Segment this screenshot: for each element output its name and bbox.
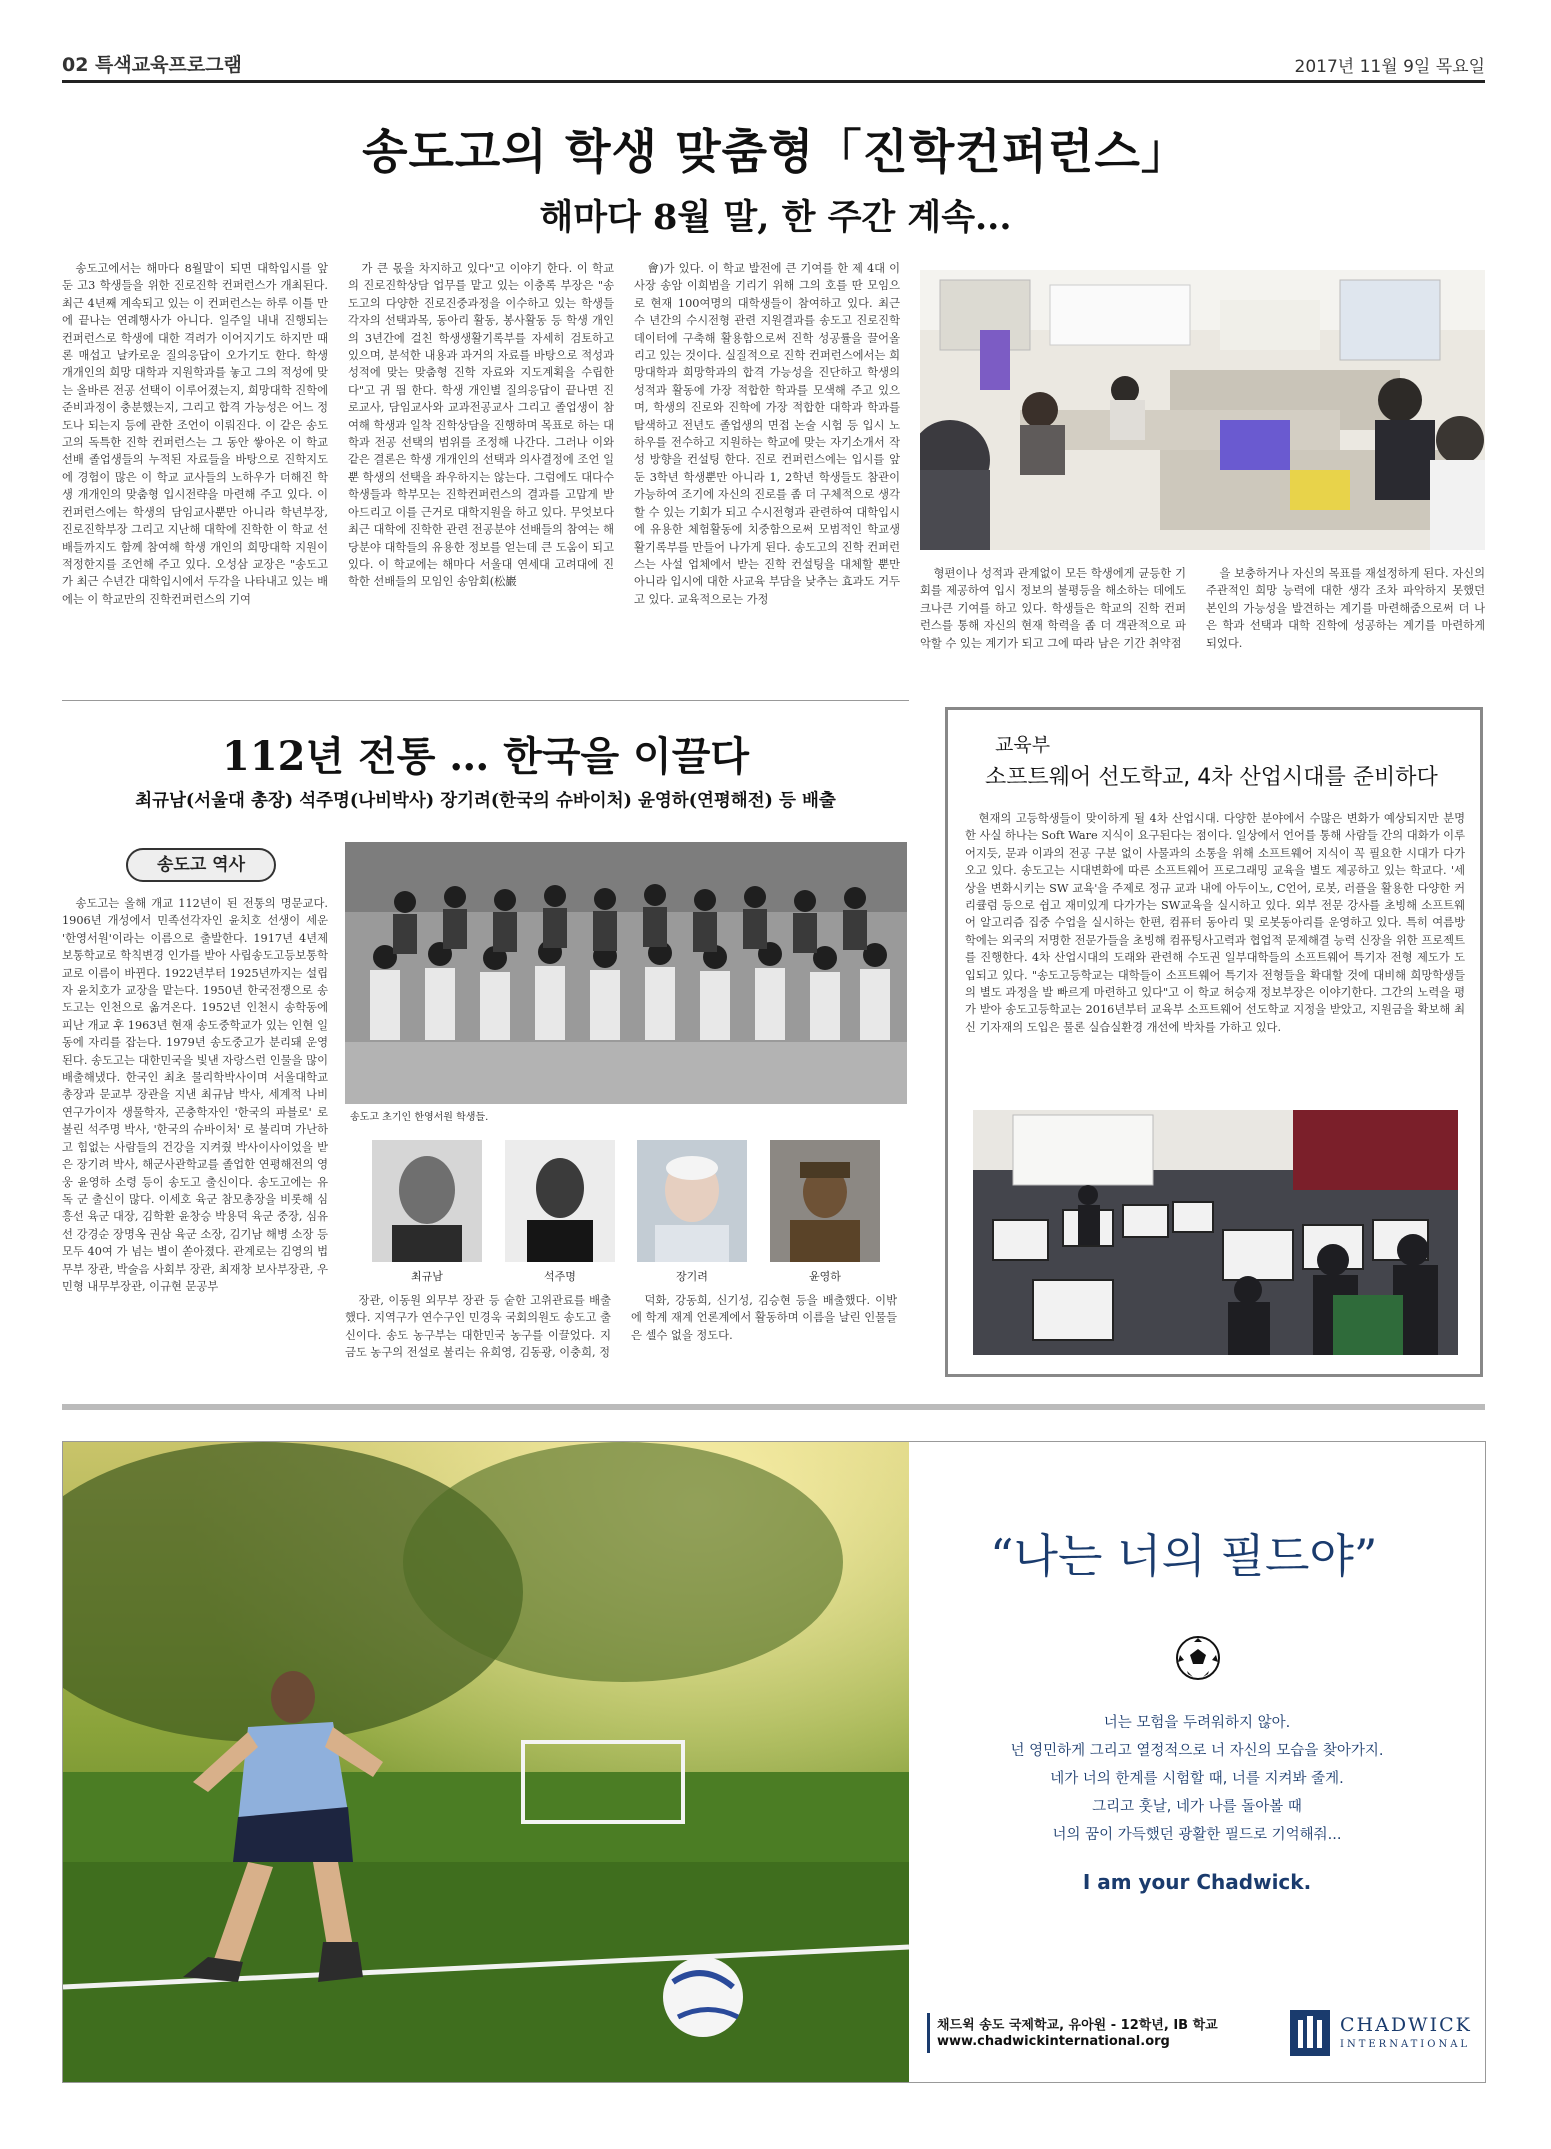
article2-column-3: 덕화, 강동희, 신기성, 김승현 등을 배출했다. 이밖에 학계 재계 언론계에서 활동하며 이름을 날린 인물들은 셀수 없을 정도다. xyxy=(631,1294,897,1342)
section-divider xyxy=(62,700,909,701)
ad-soccer-photo xyxy=(63,1442,909,2083)
ad-line-1: 너는 모험을 두려워하지 않아. xyxy=(1103,1715,1291,1731)
portrait-3-illustration xyxy=(637,1140,747,1262)
portrait-1-illustration xyxy=(372,1140,482,1262)
article1-column-3: 會)가 있다. 이 학교 발전에 큰 기여를 한 제 4대 이사장 송암 이희범을 기리기 위해 그의 호를 딴 모임으로 현재 100여명의 대학생들이 참여하고 있다. 최근 수 년간의 수시전형 관련 지원결과를 송도고 진로진학 데이터에 구축해 활용함으로써 진학 성공률을 끌어올리고 있는 것이다. 실질적으로 진학 컨퍼런스에서는 희망대학과 희망학과의 합격 가능성을 진단하고 학생의 성적과 활동에 가장 적합한 학과를 모색해 주고 있으며, 학생의 진로와 진학에 가장 적합한 대학과 학과를 탐색하고 전년도 졸업생의 면접 논술 시험 등 입시 노하우를 전수하고 지원하는 학교에 맞는 자기소개서 작성 방향을 컨설팅 한다. 진로 컨퍼런스에는 입시를 앞둔 3학년 학생뿐만 아니라 1, 2학년 학생들도 참관이 가능하여 조기에 자신의 진로를 좀 더 구체적으로 생각할 수 있는 기회가 되고 수시전형과 관련하여 대학입시에 유용한 체험활동에 치중함으로써 모범적인 학교생활기록부를 만들어 나가게 된다. 송도고의 진학 컨퍼런스는 사설 업체에서 받는 진학 컨설팅을 대체할 뿐만 아니라 입시에 대한 사교육 부담을 낮추는 효과도 거두고 있다. 교육적으로는 가정 xyxy=(634,262,900,606)
header-rule xyxy=(62,80,1485,83)
ad-footer-url[interactable]: www.chadwickinternational.org xyxy=(937,2034,1170,2049)
soccer-ball-icon xyxy=(1175,1635,1221,1681)
article1-column-2: 가 큰 몫을 차지하고 있다"고 이야기 한다. 이 학교의 진로진학상담 업무를 맡고 있는 이충록 부장은 "송도고의 다양한 진로진중과정을 이수하고 있는 학생들 각자의 선택과목, 동아리 활동, 봉사활동 등 학생 개인의 3년간에 걸친 학생생활기록부를 자세히 검토하고 있으며, 분석한 내용과 과거의 자료를 바탕으로 적성과 성적에 맞는 맞춤형 진학 자료와 지도계획을 수립한다"고 귀 띔 한다. 학생 개인별 질의응답이 끝나면 진로교사, 담임교사와 교과전공교사 그리고 졸업생이 참여해 학생과 일착 진학상담을 진행하며 목표로 하는 대학과 전공 선택의 범위를 조정해 나간다. 그러나 이와 같은 결론은 학생 개개인의 선택과 의사결정에 조언 일뿐 학생의 선택을 좌우하지는 않는다. 그럼에도 대다수 학생들과 학부모는 진학컨퍼런스의 결과를 고맙게 받아드리고 이를 근거로 대학지원을 하고 있다. 무엇보다 최근 대학에 진학한 관련 전공분야 선배들의 참여는 해당분야 대학들의 유용한 정보를 얻는데 큰 도움이 되고 있다. 이 학교에는 해마다 서울대 연세대 고려대에 진학한 선배들의 모임인 송암회(松巖 xyxy=(348,262,614,589)
ad-footer-school: 채드윅 송도 국제학교, 유아원 - 12학년, IB 학교 xyxy=(937,2018,1218,2033)
soccer-field-illustration xyxy=(63,1442,909,2083)
portrait-choi-gyunam xyxy=(372,1140,482,1262)
soccer-ball-icon-svg xyxy=(1175,1635,1221,1681)
sidebar-title: 소프트웨어 선도학교, 4차 산업시대를 준비하다 xyxy=(985,765,1438,790)
article1-column-5: 을 보충하거나 자신의 목표를 재설정하게 된다. 자신의 주관적인 희망 능력에 대한 생각 조차 파악하지 못했던 본인의 가능성을 발견하는 계기를 마련해줌으로써 더 나은 학과 선택과 대학 진학에 성공하는 계기를 마련하게 되었다. xyxy=(1206,567,1485,650)
ad-line-4: 그리고 훗날, 네가 나를 돌아볼 때 xyxy=(1092,1799,1302,1815)
portrait-caption-3: 장기려 xyxy=(676,1270,708,1283)
ad-line-5: 너의 꿈이 가득했던 광활한 필드로 기억해줘... xyxy=(1052,1827,1342,1843)
portrait-caption-2: 석주명 xyxy=(544,1270,576,1283)
historical-group-photo xyxy=(345,842,907,1104)
article2-column-1: 송도고는 올해 개교 112년이 된 전통의 명문교다. 1906년 개성에서 민족선각자인 윤치호 선생이 세운 '한영서원'이라는 이름으로 출발한다. 1917년 4년제 보통학교로 학칙변경 인가를 받아 사립송도고등보통학교로 이름이 바뀐다. 1922년부터 1925년까지는 설립자 윤치호가 교장을 맡는다. 1950년 한국전쟁으로 송도고는 인천으로 옮겨온다. 1952년 인천시 송학동에 피난 개교 후 1963년 현재 송도중학교가 있는 인현 일동에 자리를 잡는다. 1979년 송도중고가 분리돼 운영된다. 송도고는 대한민국을 빛낸 자랑스런 인물을 많이 배출해냈다. 한국인 최초 물리학박사이며 서울대학교 총장과 문교부 장관을 지낸 최규남 박사, 세계적 나비연구가이자 생물학자, 곤충학자인 '한국의 파블로' 로 불린 석주명 박사, '한국의 슈바이처' 로 불리며 가난하고 힘없는 사람들의 건강을 지켜줬 박사이사이었을 받은 장기려 박사, 해군사관학교를 졸업한 연평해전의 영웅 윤영하 소령 등이 송도고 출신이다. 송도고에는 유독 군 출신이 많다. 이세호 육군 참모총장을 비롯해 심흥선 육군 대장, 김학환 윤창승 박용덕 육군 중장, 심유선 강경순 장명옥 권삼 육군 소장, 김기남 해병 소장 등 모두 40여 가 넘는 별이 쏟아졌다. 관계로는 김영의 법무부 장관, 박술음 사회부 장관, 최재창 보사부장관, 우민형 내무부장관, 이규현 문공부 xyxy=(62,897,328,1293)
issue-date: 2017년 11월 9일 목요일 xyxy=(1294,57,1485,77)
conference-photo xyxy=(920,270,1485,550)
chadwick-logo-name: CHADWICK xyxy=(1340,2014,1472,2036)
chadwick-logo-mark xyxy=(1290,2010,1330,2056)
section-divider-bottom xyxy=(62,1404,1485,1410)
conference-photo-illustration xyxy=(920,270,1485,550)
ad-line-3: 네가 너의 한계를 시험할 때, 너를 지켜봐 줄게. xyxy=(1050,1771,1344,1787)
portrait-yoon-youngha xyxy=(770,1140,880,1262)
portrait-2-illustration xyxy=(505,1140,615,1262)
chadwick-logo-sub: INTERNATIONAL xyxy=(1340,2039,1471,2050)
portrait-jang-giryeo xyxy=(637,1140,747,1262)
article1-subheadline: 해마다 8월 말, 한 주간 계속... xyxy=(539,197,1012,238)
ad-slogan: I am your Chadwick. xyxy=(1082,1870,1312,1894)
article2-subheadline: 최규남(서울대 총장) 석주명(나비박사) 장기려(한국의 슈바이처) 윤영하(연평해전) 등 배출 xyxy=(135,791,836,811)
ad-line-2: 넌 영민하게 그리고 열정적으로 너 자신의 모습을 찾아가지. xyxy=(1010,1743,1384,1759)
historical-photo-illustration xyxy=(345,842,907,1104)
portrait-caption-4: 윤영하 xyxy=(809,1270,841,1283)
computer-lab-photo xyxy=(973,1110,1458,1355)
computer-lab-illustration xyxy=(973,1110,1458,1355)
portrait-seok-jumyeong xyxy=(505,1140,615,1262)
article2-headline: 112년 전통 … 한국을 이끌다 xyxy=(222,733,749,780)
article1-column-1: 송도고에서는 해마다 8월말이 되면 대학입시를 앞둔 고3 학생들을 위한 진로진학 컨퍼런스가 개최된다. 최근 4년째 계속되고 있는 이 컨퍼런스는 하루 이틀 만에 끝나는 연례행사가 아니다. 일주일 내내 진행되는 컨퍼런스로 학생에 대한 격려가 이어지기도 하지만 때론 매섭고 날카로운 질의응답이 오가기도 한다. 학생 개개인의 희망 대학과 지원학과를 놓고 그의 적성에 맞는 올바른 전공 선택이 이루어졌는지, 희망대학 진학에 준비과정이 충분했는지, 그리고 합격 가능성은 어느 정도나 되는지 등에 관한 조언이 이뤄진다. 이 같은 송도고의 독특한 진학 컨퍼런스는 그 동안 쌓아온 이 학교 선배 졸업생들의 누적된 자료들을 바탕으로 진학지도에 경험이 많은 이 학교 교사들의 노하우가 더해진 학생 개개인의 맞춤형 입시전략을 마련해 주고 있다. 이 컨퍼런스에는 학생의 담임교사뿐만 아니라 학년부장, 진로진학부장 그리고 지난해 대학에 진학한 이 학교 선배들까지도 함께 참여해 학생 개인의 희망대학 지원이 적정한지를 조언해 주고 있다. 오성삼 교장은 "송도고가 최근 수년간 대학입시에서 두각을 나타내고 있는 배에는 이 학교만의 진학컨퍼런스의 기여 xyxy=(62,262,328,606)
ad-quote: “나는 너의 필드야” xyxy=(990,1529,1378,1583)
article2-column-2: 장관, 이동원 외무부 장관 등 숱한 고위관료를 배출했다. 지역구가 연수구인 민경욱 국회의원도 송도고 출신이다. 송도 농구부는 대한민국 농구를 이끌었다. 지금도 농구의 전설로 불리는 유희영, 김동광, 이충희, 정 xyxy=(345,1294,611,1360)
history-badge: 송도고 역사 xyxy=(126,848,276,882)
historical-photo-caption: 송도고 초기인 한영서원 학생들. xyxy=(350,1112,489,1123)
sidebar-kicker: 교육부 xyxy=(995,734,1051,756)
section-label: 02 특색교육프로그램 xyxy=(62,54,242,76)
sidebar-body: 현재의 고등학생들이 맞이하게 될 4차 산업시대. 다양한 분야에서 수많은 변화가 예상되지만 분명한 사실 하나는 Soft Ware 지식이 요구된다는 점이다. 일상에서 언어를 통해 사람들 간의 대화가 이루어지듯, 문과 이과의 전공 구분 없이 사물과의 소통을 위해 소프트웨어 지식이 꼭 필요한 시대가 다가오고 있다. 송도고는 시대변화에 따른 소프트웨어 프로그래밍 교육을 별도 제공하고 있는 학교다. '세상을 변화시키는 SW 교육'을 주제로 정규 교과 내에 아두이노, C언어, 로봇, 러플을 활용한 다양한 커리큘럼 등으로 쉽고 재미있게 다가가는 SW교육을 실시하고 있다. 외부 전문 강사를 초빙해 소프트웨어 알고리즘 집중 수업을 실시하는 한편, 컴퓨터 동아리 및 로봇동아리를 운영하고 있다. 특히 여름방학에는 외국의 저명한 전문가들을 초빙해 컴퓨팅사고력과 협업적 문제해결 능력 신장을 위한 프로젝트를 진행한다. 4차 산업시대의 도래와 관련해 수도권 일부대학들의 소프트웨어 특기자 전형 제도가 도입되고 있다. "송도고등학교는 대학들이 소프트웨어 특기자 전형들을 확대할 것에 대비해 희망학생들의 별도 과정을 발 빠르게 마련하고 있다"고 이 학교 허승재 정보부장은 이야기한다. 그간의 노력을 평가 받아 송도고등학교는 2016년부터 교육부 소프트웨어 선도학교 지정을 받았고, 지원금을 확보해 최신 기자재의 도입은 물론 실습실환경 개선에 박차를 가하고 있다. xyxy=(965,812,1465,1034)
ad-footer-accent xyxy=(927,2013,930,2053)
article1-headline: 송도고의 학생 맞춤형「진학컨퍼런스」 xyxy=(362,125,1189,180)
chadwick-logo-icon xyxy=(1290,2010,1330,2056)
portrait-caption-1: 최규남 xyxy=(411,1270,443,1283)
article1-column-4: 형편이나 성적과 관계없이 모든 학생에게 균등한 기회를 제공하여 입시 정보의 불평등을 해소하는 데에도 크나큰 기여를 하고 있다. 학생들은 학교의 진학 컨퍼런스를 통해 자신의 현재 학력을 좀 더 객관적으로 파악할 수 있는 계기가 되고 그에 따라 남은 기간 취약점 xyxy=(920,567,1186,650)
portrait-4-illustration xyxy=(770,1140,880,1262)
